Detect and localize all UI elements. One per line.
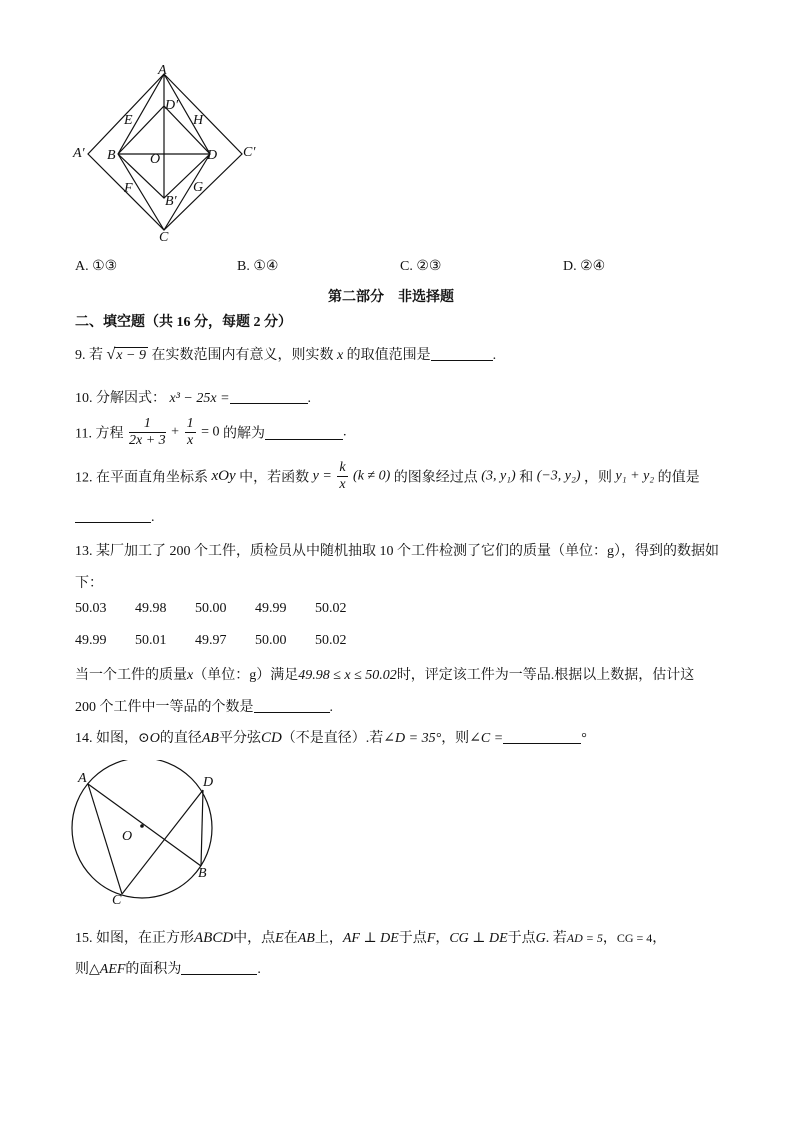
data-cell: 50.00 bbox=[195, 601, 227, 616]
q13-line-4 bbox=[75, 696, 333, 716]
q14-text: 14. 如图， bbox=[75, 731, 138, 746]
q12-answer-blank[interactable] bbox=[75, 508, 151, 523]
q11-eq: = 0 bbox=[201, 424, 220, 440]
fig1-label-Aprime: A′ bbox=[73, 146, 85, 161]
q13-l3-pre: 当一个工件的质量 bbox=[75, 668, 187, 683]
q10-text: 10. 分解因式： bbox=[75, 391, 166, 406]
fig2-label-B: B bbox=[198, 866, 207, 881]
q11-text-post: 的解为 bbox=[222, 426, 265, 442]
q15-point-e: E bbox=[275, 931, 284, 946]
q9-text: 9. 若 bbox=[75, 348, 103, 363]
q13-data-row-2 bbox=[75, 633, 375, 649]
fig1-label-A: A bbox=[158, 63, 167, 78]
q14-mid3: （不是直径）.若 bbox=[281, 731, 384, 746]
data-cell: 49.97 bbox=[195, 633, 227, 648]
q13-line-3 bbox=[75, 664, 694, 684]
q13-l4-text: 200 个工件中一等品的个数是 bbox=[75, 700, 254, 715]
fig1-label-D: D bbox=[207, 148, 218, 163]
part-title: 第二部分 非选择题 bbox=[328, 290, 454, 305]
q9-text-mid: 在实数范围内有意义，则实数 bbox=[151, 348, 334, 363]
q12-point-1: (3, y₁) bbox=[481, 468, 516, 484]
question-11 bbox=[75, 416, 346, 449]
question-15 bbox=[75, 927, 666, 947]
fig1-label-O: O bbox=[150, 152, 161, 167]
q9-var: x bbox=[336, 348, 344, 363]
q12-cond: (k ≠ 0) bbox=[353, 468, 391, 484]
q12-text: 12. 在平面直角坐标系 bbox=[75, 470, 208, 486]
fig1-label-Dprime: D′ bbox=[165, 98, 179, 113]
q12-and: 和 bbox=[519, 470, 534, 486]
fig1-label-Cprime: C′ bbox=[243, 145, 256, 160]
q12-coord: xOy bbox=[211, 468, 236, 484]
q15-text: 15. 如图，在正方形 bbox=[75, 931, 194, 946]
q15-point-f: F bbox=[426, 931, 436, 946]
q13-inequality: 49.98 ≤ x ≤ 50.02 bbox=[298, 668, 397, 683]
q15-ad: AD = 5 bbox=[566, 931, 603, 945]
fig1-label-B: B bbox=[107, 148, 116, 163]
q13-l3-var: x bbox=[187, 668, 194, 683]
q10-end: . bbox=[307, 391, 312, 406]
q15-mid6: . 若 bbox=[545, 931, 567, 946]
data-cell: 49.99 bbox=[75, 633, 107, 648]
q15-l2-post: 的面积为 bbox=[125, 962, 182, 977]
data-cell: 50.03 bbox=[75, 601, 107, 616]
option-a[interactable]: A. ①③ bbox=[75, 259, 118, 274]
q10-answer-blank[interactable] bbox=[230, 389, 308, 404]
q12-func-lhs: y = bbox=[312, 468, 332, 484]
question-14 bbox=[75, 727, 587, 747]
q14-mid2: 平分弦 bbox=[218, 731, 261, 746]
q15-l2-end: . bbox=[257, 962, 261, 977]
option-c[interactable]: C. ②③ bbox=[400, 259, 442, 274]
q14-end: ° bbox=[581, 731, 587, 746]
fig1-label-E: E bbox=[124, 113, 133, 128]
q13-line-1: 13. 某厂加工了 200 个工件，质检员从中随机抽取 10 个工件检测了它们的质量（单位：g），得到的数据如 bbox=[75, 544, 719, 559]
question-9: 9. 若 √x − 9 在实数范围内有意义，则实数 x 的取值范围是 . bbox=[75, 346, 497, 363]
fig1-label-F: F bbox=[124, 181, 133, 196]
q13-l3-mid: （单位：g）满足 bbox=[193, 668, 299, 683]
q13-end: . bbox=[329, 700, 333, 715]
q11-fraction-2: $\frac{1}{x}$ bbox=[186, 416, 194, 448]
q15-mid1: 中，点 bbox=[233, 931, 276, 946]
q12-fraction: $\frac{k}{x}$ bbox=[339, 460, 346, 492]
q15-mid3: 上， bbox=[314, 931, 343, 946]
q12-post: 的值是 bbox=[657, 470, 700, 486]
q9-radicand: x − 9 bbox=[116, 348, 146, 363]
q9-text-post: 的取值范围是 bbox=[346, 348, 431, 363]
q15-comma: ， bbox=[602, 931, 617, 946]
fig1-label-G: G bbox=[193, 180, 204, 195]
fig1-label-Bprime: B′ bbox=[165, 194, 177, 209]
option-d[interactable]: D. ②④ bbox=[563, 259, 606, 274]
fig2-label-A: A bbox=[78, 771, 87, 786]
q14-cd: CD bbox=[260, 730, 282, 746]
q15-sep: ， bbox=[435, 931, 450, 946]
data-cell: 50.02 bbox=[315, 633, 347, 648]
section-heading: 二、填空题（共 16 分，每题 2 分） bbox=[75, 315, 292, 330]
q14-circle: ⊙O bbox=[138, 731, 160, 746]
data-cell: 49.98 bbox=[135, 601, 167, 616]
q15-perp-2: CG ⊥ DE bbox=[449, 931, 508, 946]
q13-l3-post: 时，评定该工件为一等品.根据以上数据，估计这 bbox=[396, 668, 695, 683]
q14-mid4: ，则 bbox=[441, 731, 470, 746]
q12-mid2: 的图象经过点 bbox=[393, 470, 478, 486]
fig1-label-H: H bbox=[193, 113, 204, 128]
q12-mid1: 中，若函数 bbox=[239, 470, 310, 486]
q14-angle-c: ∠C = bbox=[469, 731, 504, 746]
q15-end: ， bbox=[652, 931, 667, 946]
q9-answer-blank[interactable] bbox=[431, 346, 493, 361]
q13-data-row-1 bbox=[75, 601, 375, 617]
data-cell: 50.00 bbox=[255, 633, 287, 648]
q11-answer-blank[interactable] bbox=[265, 425, 343, 440]
q15-point-g: G bbox=[535, 931, 546, 946]
fig2-label-D: D bbox=[203, 775, 214, 790]
data-cell: 49.99 bbox=[255, 601, 287, 616]
data-cell: 50.02 bbox=[315, 601, 347, 616]
q15-answer-blank[interactable] bbox=[181, 960, 257, 975]
q11-fraction-1: $\frac{1}{2x + 3}$ bbox=[128, 416, 166, 448]
q15-mid4: 于点 bbox=[398, 931, 427, 946]
q15-square: ABCD bbox=[194, 930, 234, 946]
q12-sum: y₁ + y₂ bbox=[615, 468, 655, 484]
fig2-label-O: O bbox=[122, 829, 133, 844]
q15-l2-pre: 则 bbox=[75, 962, 89, 977]
q12-end: . bbox=[151, 510, 155, 525]
q15-perp-1: AF ⊥ DE bbox=[342, 931, 399, 946]
q15-ab: AB bbox=[297, 931, 315, 946]
q15-triangle: △AEF bbox=[89, 962, 126, 977]
option-b[interactable]: B. ①④ bbox=[237, 259, 279, 274]
q12-point-2: (−3, y₂) bbox=[536, 468, 581, 484]
q14-mid1: 的直径 bbox=[159, 731, 202, 746]
q9-end: . bbox=[492, 348, 497, 363]
q13-answer-blank[interactable] bbox=[254, 698, 330, 713]
q14-ab: AB bbox=[201, 731, 219, 746]
q14-answer-blank[interactable] bbox=[503, 729, 581, 744]
q11-plus: + bbox=[171, 424, 180, 440]
q15-mid2: 在 bbox=[283, 931, 298, 946]
q10-expr: x³ − 25x = bbox=[169, 391, 230, 406]
q12-mid3: ，则 bbox=[584, 470, 613, 486]
fig1-label-C: C bbox=[159, 230, 169, 245]
q13-line-2: 下： bbox=[75, 576, 103, 591]
q12-answer-line bbox=[75, 508, 155, 526]
q14-angle-d: ∠D = 35° bbox=[383, 731, 442, 746]
data-cell: 50.01 bbox=[135, 633, 167, 648]
question-12 bbox=[75, 460, 700, 493]
fig2-label-C: C bbox=[112, 893, 122, 908]
question-10 bbox=[75, 387, 311, 407]
q11-end: . bbox=[342, 424, 347, 440]
q15-cg: CG = 4 bbox=[616, 931, 653, 945]
q15-line-2 bbox=[75, 958, 261, 978]
q11-text: 11. 方程 bbox=[75, 426, 124, 442]
q15-mid5: 于点 bbox=[507, 931, 536, 946]
